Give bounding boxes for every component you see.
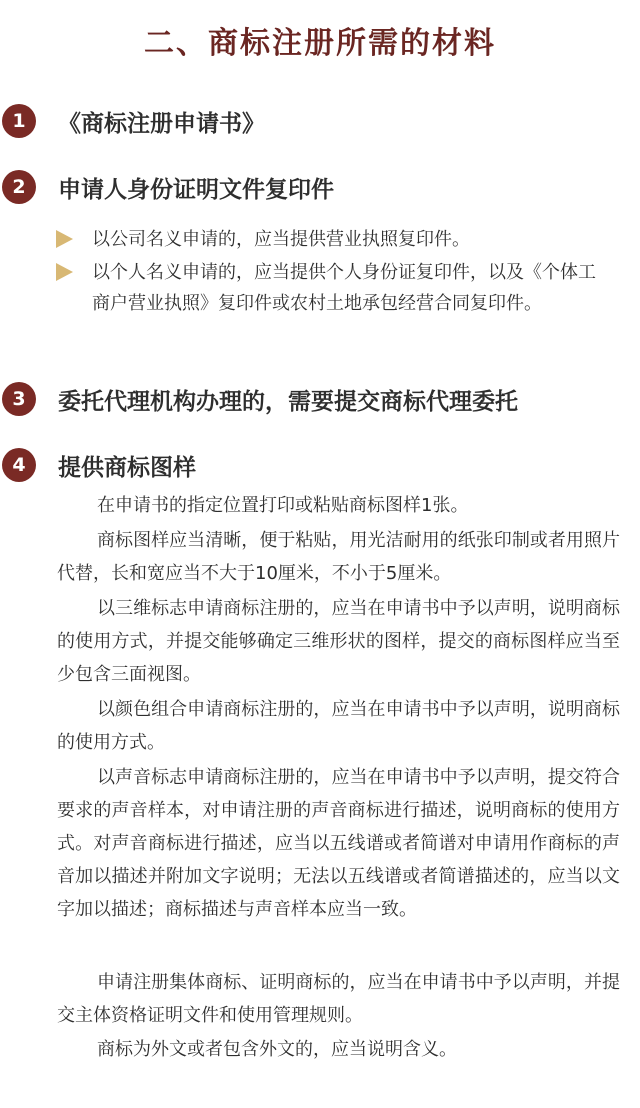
paragraph: 在申请书的指定位置打印或粘贴商标图样1张。 [97,495,469,516]
number-badge: 1 [2,104,36,138]
section-heading: 申请人身份证明文件复印件 [58,177,334,203]
bullet-text: 以公司名义申请的，应当提供营业执照复印件。 [92,229,470,250]
paragraph: 商标图样应当清晰，便于粘贴，用光洁耐用的纸张印制或者用照片代替，长和宽应当不大于10厘米，不小于5厘米。 [57,530,620,584]
number-badge: 3 [2,382,36,416]
page-title: 二、商标注册所需的材料 [144,26,496,61]
paragraph: 以声音标志申请商标注册的，应当在申请书中予以声明，提交符合要求的声音样本，对申请注册的声音商标进行描述，说明商标的使用方式。对声音商标进行描述，应当以五线谱或者简谱对申请用作商标的声音加以描述并附加文字说明；无法以五线谱或者简谱描述的，应当以文字加以描述；商标描述与声音样本应当一致。 [57,767,620,920]
section-heading: 《商标注册申请书》 [58,111,265,137]
section-heading: 提供商标图样 [58,455,196,481]
paragraph: 商标为外文或者包含外文的，应当说明含义。 [97,1039,457,1060]
paragraph: 申请注册集体商标、证明商标的，应当在申请书中予以声明，并提交主体资格证明文件和使用管理规则。 [57,972,620,1026]
number-badge: 2 [2,170,36,204]
number-badge: 4 [2,448,36,482]
paragraph: 以颜色组合申请商标注册的，应当在申请书中予以声明，说明商标的使用方式。 [57,699,620,753]
triangle-bullet-icon [56,230,73,248]
bullet-text: 以个人名义申请的，应当提供个人身份证复印件，以及《个体工商户营业执照》复印件或农村土地承包经营合同复印件。 [92,262,596,314]
paragraph: 以三维标志申请商标注册的，应当在申请书中予以声明，说明商标的使用方式，并提交能够确定三维形状的图样，提交的商标图样应当至少包含三面视图。 [57,598,620,685]
triangle-bullet-icon [56,263,73,281]
section-heading: 委托代理机构办理的，需要提交商标代理委托 [58,389,518,415]
